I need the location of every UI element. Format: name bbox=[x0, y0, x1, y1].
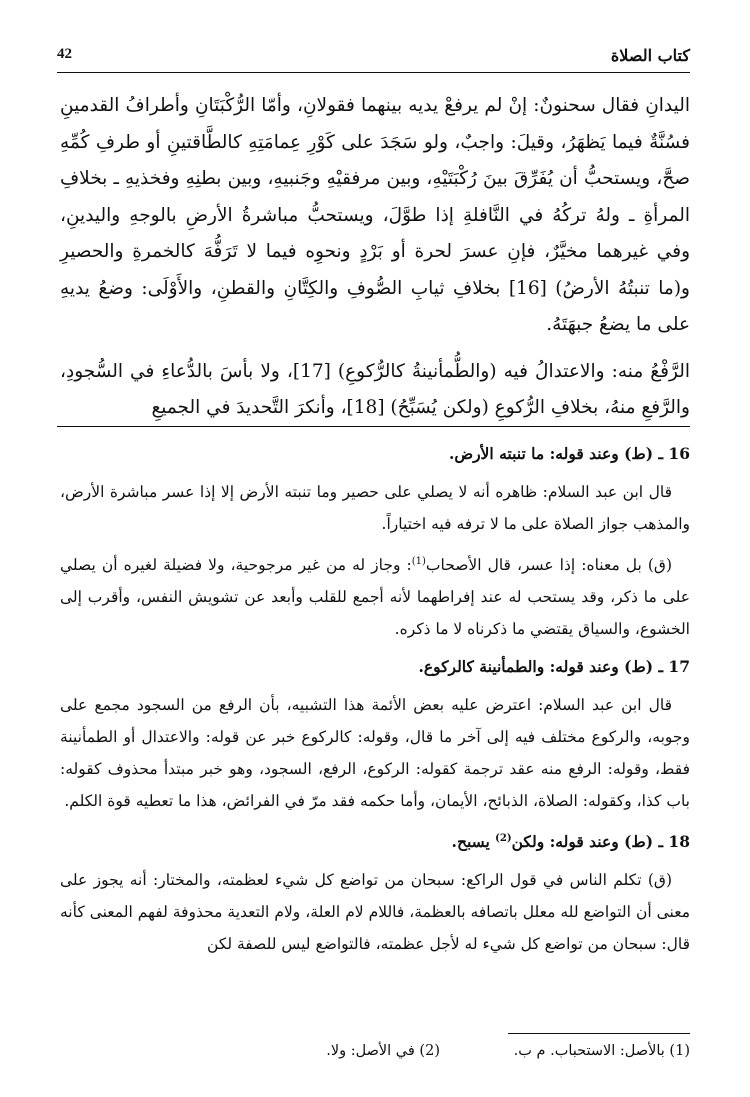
commentary bbox=[60, 438, 690, 966]
note-16-text-start: (ق) بل معناه: إذا عسر، قال الأصحاب bbox=[425, 556, 672, 575]
note-heading-16: 16 ـ (ط) وعند قوله: ما تنبته الأرض. bbox=[448, 444, 690, 463]
note-heading-18 bbox=[60, 823, 690, 858]
footnote-rule bbox=[508, 1033, 690, 1034]
footnote-ref-2: (2) bbox=[495, 833, 512, 845]
main-text bbox=[60, 88, 690, 427]
note-16-paragraph-1: قال ابن عبد السلام: ظاهره أنه لا يصلي على حصير وما تنبته الأرض إلا إذا عسر مباشرة الأرض، والمذهب جواز الصلاة على ما لا ترفه فيه اختياراً. bbox=[60, 483, 690, 533]
note-18-paragraph: (ق) تكلم الناس في قول الراكع: سبحان من تواضع كل شيء لعظمته، والمختار: أنه يجوز على معنى أن التواضع لله معلل باتصافه بالعظمة، فاللام لام العلة، ولام التعدية محذوفة لفهم المعنى كأنه قال: سبحان من تواضع كل شيء له لأجل عظمته، فالتواضع ليس للصفة لكن bbox=[60, 871, 690, 954]
note-heading-18-end: يسبح. bbox=[451, 832, 496, 852]
text-separator-rule bbox=[57, 426, 690, 427]
note-heading-18-start: 18 ـ (ط) وعند قوله: ولكن bbox=[511, 832, 690, 852]
footnote-2: (2) في الأصل: ولا. bbox=[326, 1043, 440, 1059]
main-paragraph-1: اليدانِ فقال سحنونٌ: إنْ لم يرفعْ يديه بينهما فقولانِ، وأمّا الرُّكْبَتَانِ وأطرافُ القدمينِ فسُنَّةٌ فيما يَظهَرُ، وقيلَ: واجبٌ، ولو سَجَدَ على كَوْرِ عِمامَتِهِ كالطَّاقتينِ أو طرفِ كُمِّهِ صحَّ، ويستحبُّ أن يُفَرِّقَ بينَ رُكْبَتَيْهِ، وبين مرفقيْهِ وجَنبيهِ، وبين بطنِهِ وفخذيهِ ـ بخلافِ المرأةِ ـ ولهُ تركُهُ في النَّافلةِ إذا طوَّلَ، ويستحبُّ مباشرةُ الأرضِ بالوجهِ واليدينِ، وفي غيرهما مخيَّرٌ، فإنِ عسرَ لحرة أو بَرْدٍ ونحوِه فيما لا تَرَفُّهَ كالخمرةِ والحصيرِ و(ما تنبتُهُ الأرضُ) [16] بخلافِ ثيابِ الصُّوفِ والكِتَّانِ والقطنِ، والأَوْلَى: وضعُ يديهِ على ما يضعُ جبهَتَهُ. bbox=[60, 95, 690, 335]
note-16-text-end: : وجاز له من غير مرجوحية، ولا فضيلة لغيره أن يصلي على ما ذكر، وقد يستحب له عند إفراطهما لأنه أجمع للقلب وأبعد عن تشويش النفس، وأقرب إلى الخشوع، والسياق يقتضي ما ذكرناه لا ما ذكره. bbox=[60, 556, 690, 639]
page-header bbox=[57, 46, 690, 68]
main-paragraph-2: الرَّفْعُ منه: والاعتدالُ فيه (والطُّمأنينةُ كالرُّكوعِ) [17]، ولا بأسَ بالدُّعاءِ في السُّجودِ، والرَّفعِ منهُ، بخلافِ الرُّكوعِ (ولكن يُسَبِّحُ) [18]، وأنكرَ التَّحديدَ في الجميعِ bbox=[60, 360, 690, 418]
note-heading-17: 17 ـ (ط) وعند قوله: والطمأنينة كالركوع. bbox=[418, 657, 690, 677]
footnote-1: (1) بالأصل: الاستحباب. م ب. bbox=[513, 1043, 690, 1059]
note-17-paragraph: قال ابن عبد السلام: اعترض عليه بعض الأئمة هذا التشبيه، بأن الرفع من السجود مجمع على وجوبه، والركوع مختلف فيه إلى آخر ما قال، وقوله: كالركوع خبر عن قوله: والاعتدال أو الطمأنينة فقط، وقوله: الرفع منه عقد ترجمة كقوله: الركوع، الرفع، السجود، وهو خبر مبتدأ محذوف كقوله: باب كذا، وكقوله: الصلاة، الذبائح، الأيمان، وأما حكمه فقد مرّ في الفرائض، هذا ما تعطيه قوة الكلم. bbox=[60, 696, 690, 811]
book-title: كتاب الصلاة bbox=[610, 46, 690, 65]
footnote-ref-1: (1) bbox=[411, 556, 426, 567]
page-number: 42 bbox=[57, 46, 72, 62]
note-16-paragraph-2 bbox=[60, 546, 690, 645]
header-rule bbox=[57, 72, 690, 73]
